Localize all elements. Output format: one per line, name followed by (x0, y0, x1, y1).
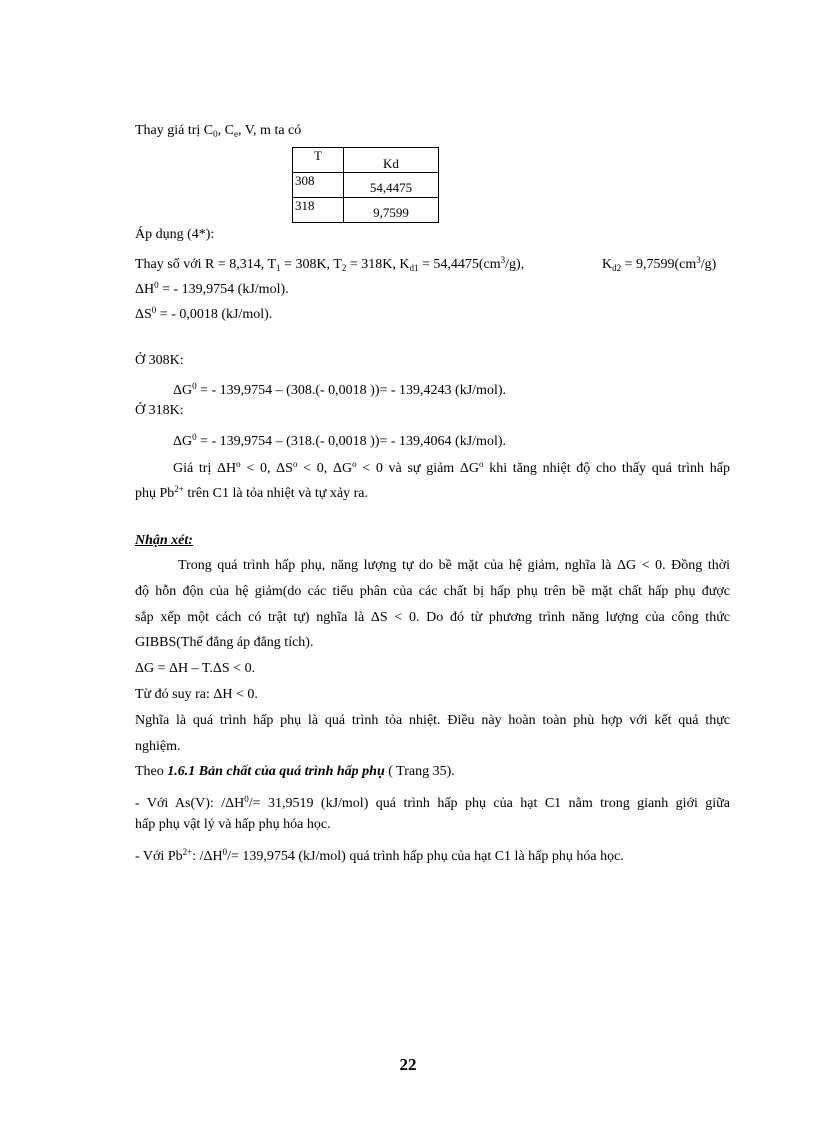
remark-line: sắp xếp một cách có trật tự) nghĩa là ΔS < 0. Do đó từ phương trình năng lượng của công thức (135, 610, 730, 625)
kd-table (292, 147, 439, 223)
theo-reference-line: Theo 1.6.1 Bản chất của quá trình hấp phụ ( Trang 35). (135, 764, 455, 779)
conclusion-line-2: phụ $Pb^{2+}$ trên C1 là tỏa nhiệt và tự xảy ra. (135, 484, 368, 501)
table-row (293, 198, 439, 223)
table-header-row (293, 148, 439, 173)
intro-line: Thay giá trị $C_0$, $C_e$, V, m ta có (135, 123, 302, 139)
remark-heading: Nhận xét: (135, 533, 193, 548)
table-cell: 54,4475 (344, 173, 439, 198)
substitution-line: Thay số với R = 8,314, $T_1 = 308K$, $T_2 = 318K$, $K_{d1} = 54,4475(cm^3/g)$, (135, 255, 525, 273)
page-number: 22 (399, 1055, 417, 1074)
apply-line: Áp dụng (4*): (135, 227, 215, 242)
as-line-2: hấp phụ vật lý và hấp phụ hóa học. (135, 817, 331, 832)
delta-g-318-line: $\Delta G^0$ = - 139,9754 – (318.(- 0,0018 ))= - 139,4064 (kJ/mol). (173, 432, 506, 449)
remark-line: ΔG = ΔH – T.ΔS < 0. (135, 661, 256, 676)
table-row (293, 173, 439, 198)
table-cell: 318 (293, 198, 344, 223)
remark-line: Từ đó suy ra: ΔH < 0. (135, 687, 258, 702)
table-header-t: T (293, 148, 344, 173)
pb-line: - Với $Pb^{2+}$: $/\Delta H^0/= 139,9754$ (kJ/mol) quá trình hấp phụ của hạt C1 là hấp phụ hóa học. (135, 847, 624, 864)
delta-h-line: $\Delta H^0$ = - 139,9754 (kJ/mol). (135, 280, 289, 297)
remark-line: độ hỗn độn của hệ giảm(do các tiểu phân của các chất bị hấp phụ trên bề mặt chất hấp phụ được (135, 584, 730, 599)
remark-line: GIBBS(Thế đẳng áp đẳng tích). (135, 635, 314, 650)
conclusion-line-1: Giá trị $\Delta H^o < 0$, $\Delta S^o < 0$, $\Delta G^o < 0$ và sự giảm $\Delta G^o$ khi tăng nhiệt độ cho thấy quá trình hấp (173, 459, 730, 476)
delta-s-line: $\Delta S^0$ = - 0,0018 (kJ/mol). (135, 305, 273, 322)
table-cell: 9,7599 (344, 198, 439, 223)
remark-line: Nghĩa là quá trình hấp phụ là quá trình tỏa nhiệt. Điều này hoàn toàn phù hợp với kết quả thực (135, 713, 730, 728)
delta-g-308-line: $\Delta G^0$ = - 139,9754 – (308.(- 0,0018 ))= - 139,4243 (kJ/mol). (173, 381, 506, 398)
remark-line: Trong quá trình hấp phụ, năng lượng tự do bề mặt của hệ giảm, nghĩa là ΔG < 0. Đồng thời (178, 558, 730, 573)
section-reference: 1.6.1 Bản chất của quá trình hấp phụ (167, 764, 385, 779)
table-header-kd: Kd (344, 148, 439, 173)
table-cell: 308 (293, 173, 344, 198)
at-318-label: Ở 318K: (135, 403, 184, 418)
as-line-1: - Với As(V): $/\Delta H^0/= 31,9519$ (kJ/mol) quá trình hấp phụ của hạt C1 nằm trong gianh giới giữa (135, 794, 730, 811)
substitution-kd2: $K_{d2} = 9,7599(cm^3/g)$ (602, 255, 717, 273)
remark-line: nghiệm. (135, 739, 181, 754)
at-308-label: Ở 308K: (135, 353, 184, 368)
